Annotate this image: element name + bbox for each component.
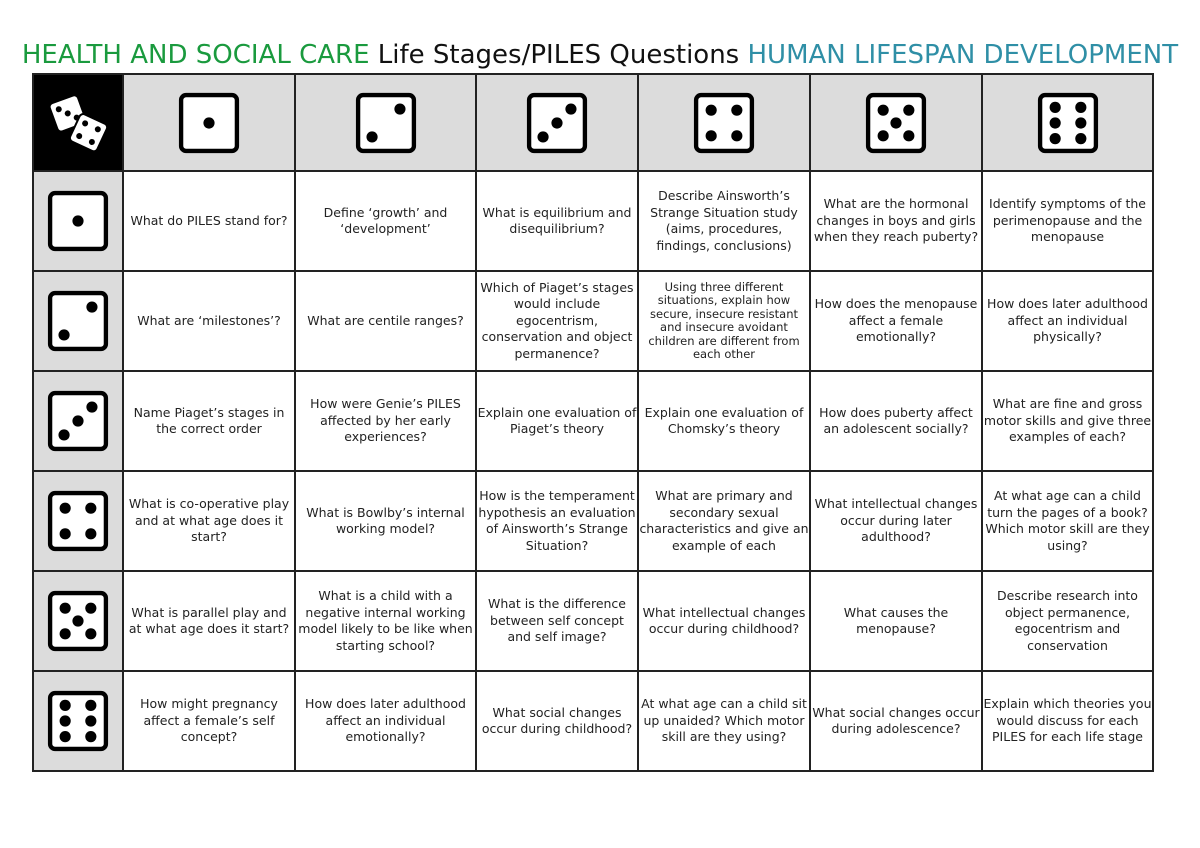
question-cell: Which of Piaget’s stages would include egocentrism, conservation and object permanence?: [476, 271, 638, 371]
column-header-5: [810, 74, 982, 171]
die-six-icon: [1037, 92, 1099, 154]
question-cell: What is the difference between self concept and self image?: [476, 571, 638, 671]
die-five-icon: [47, 590, 109, 652]
page-title: [0, 40, 1200, 70]
question-cell: What is parallel play and at what age does it start?: [123, 571, 295, 671]
title-unit: HUMAN LIFESPAN DEVELOPMENT: [747, 40, 1179, 70]
column-header-6: [982, 74, 1153, 171]
question-cell: Name Piaget’s stages in the correct order: [123, 371, 295, 471]
table-row: [33, 671, 1153, 771]
die-four-icon: [47, 490, 109, 552]
row-header-6: [33, 671, 123, 771]
question-cell: How does puberty affect an adolescent socially?: [810, 371, 982, 471]
die-four-icon: [693, 92, 755, 154]
question-cell: Identify symptoms of the perimenopause and the menopause: [982, 171, 1153, 271]
row-header-2: [33, 271, 123, 371]
question-cell: What social changes occur during childhood?: [476, 671, 638, 771]
row-header-5: [33, 571, 123, 671]
question-cell: Describe Ainsworth’s Strange Situation study (aims, procedures, findings, conclusions): [638, 171, 810, 271]
title-subject: HEALTH AND SOCIAL CARE: [21, 40, 370, 70]
die-six-icon: [47, 690, 109, 752]
question-cell: How does the menopause affect a female emotionally?: [810, 271, 982, 371]
question-cell: How does later adulthood affect an individual physically?: [982, 271, 1153, 371]
question-cell: What is Bowlby’s internal working model?: [295, 471, 476, 571]
question-cell: Explain one evaluation of Piaget’s theory: [476, 371, 638, 471]
question-cell: Using three different situations, explain how secure, insecure resistant and insecure avoidant children are different from each other: [638, 271, 810, 371]
die-five-icon: [865, 92, 927, 154]
row-header-1: [33, 171, 123, 271]
question-cell: What intellectual changes occur during later adulthood?: [810, 471, 982, 571]
die-three-icon: [526, 92, 588, 154]
two-dice-icon: [47, 92, 109, 154]
question-cell: What is a child with a negative internal working model likely to be like when starting school?: [295, 571, 476, 671]
row-header-4: [33, 471, 123, 571]
question-cell: How were Genie’s PILES affected by her early experiences?: [295, 371, 476, 471]
question-cell: Explain which theories you would discuss for each PILES for each life stage: [982, 671, 1153, 771]
corner-cell: [33, 74, 123, 171]
die-one-icon: [47, 190, 109, 252]
question-cell: How might pregnancy affect a female’s self concept?: [123, 671, 295, 771]
question-cell: What do PILES stand for?: [123, 171, 295, 271]
question-cell: What are the hormonal changes in boys and girls when they reach puberty?: [810, 171, 982, 271]
question-cell: What are fine and gross motor skills and give three examples of each?: [982, 371, 1153, 471]
question-cell: What are primary and secondary sexual characteristics and give an example of each: [638, 471, 810, 571]
question-cell: Define ‘growth’ and ‘development’: [295, 171, 476, 271]
die-two-icon: [355, 92, 417, 154]
question-cell: What causes the menopause?: [810, 571, 982, 671]
question-cell: What are centile ranges?: [295, 271, 476, 371]
question-cell: Describe research into object permanence, egocentrism and conservation: [982, 571, 1153, 671]
title-topic: Life Stages/PILES Questions: [369, 40, 748, 70]
question-grid: [32, 73, 1154, 772]
table-row: [33, 471, 1153, 571]
table-row: [33, 171, 1153, 271]
question-cell: At what age can a child sit up unaided? Which motor skill are they using?: [638, 671, 810, 771]
question-cell: What are ‘milestones’?: [123, 271, 295, 371]
table-row: [33, 571, 1153, 671]
die-two-icon: [47, 290, 109, 352]
die-one-icon: [178, 92, 240, 154]
die-three-icon: [47, 390, 109, 452]
table-row: [33, 371, 1153, 471]
column-header-2: [295, 74, 476, 171]
table-row: [33, 271, 1153, 371]
column-header-3: [476, 74, 638, 171]
column-header-4: [638, 74, 810, 171]
question-cell: At what age can a child turn the pages of a book? Which motor skill are they using?: [982, 471, 1153, 571]
question-cell: What is co-operative play and at what age does it start?: [123, 471, 295, 571]
question-cell: How does later adulthood affect an individual emotionally?: [295, 671, 476, 771]
question-cell: How is the temperament hypothesis an evaluation of Ainsworth’s Strange Situation?: [476, 471, 638, 571]
question-cell: What is equilibrium and disequilibrium?: [476, 171, 638, 271]
row-header-3: [33, 371, 123, 471]
column-header-1: [123, 74, 295, 171]
question-cell: What social changes occur during adolescence?: [810, 671, 982, 771]
question-cell: Explain one evaluation of Chomsky’s theory: [638, 371, 810, 471]
question-cell: What intellectual changes occur during childhood?: [638, 571, 810, 671]
